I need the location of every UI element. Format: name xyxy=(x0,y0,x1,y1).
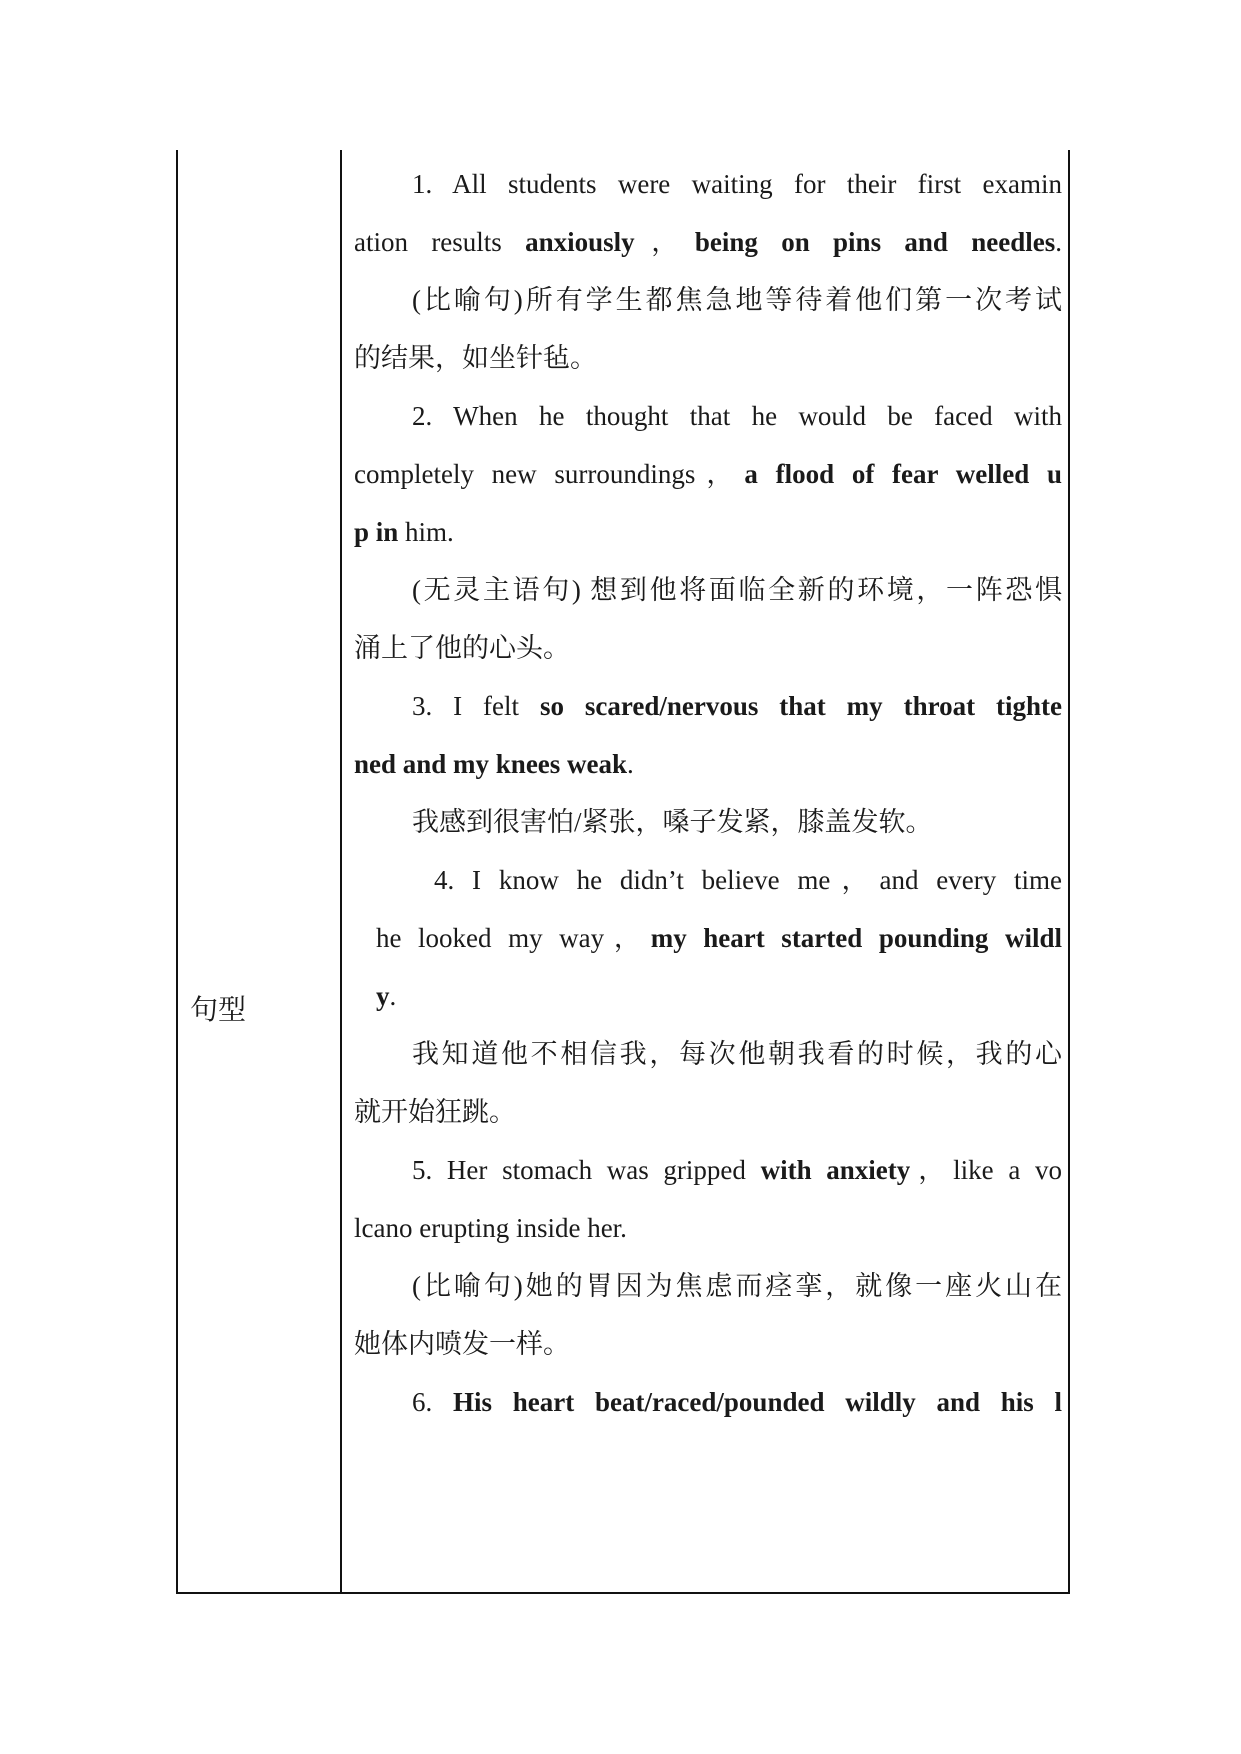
text-line xyxy=(354,338,1062,378)
text-segment: (比喻句)她的胃因为焦虑而痉挛，就像一座火山在 xyxy=(412,1271,1062,1301)
text-line xyxy=(376,918,1062,958)
text-line xyxy=(412,802,1062,842)
table-border-right xyxy=(1068,150,1070,1594)
text-segment: 6. xyxy=(412,1387,453,1417)
text-segment: 就开始狂跳。 xyxy=(354,1097,516,1127)
table-column-divider xyxy=(340,150,342,1594)
bold-phrase: my heart started pounding wildl xyxy=(650,923,1062,953)
text-line xyxy=(412,570,1062,610)
text-line xyxy=(354,628,1062,668)
text-segment: 3. I felt xyxy=(412,691,540,721)
text-line xyxy=(412,164,1062,204)
bold-phrase: His heart beat/raced/pounded wildly and his l xyxy=(453,1387,1063,1417)
text-segment: he looked my way， xyxy=(376,923,651,953)
bold-phrase: a flood of fear welled u xyxy=(744,459,1062,489)
text-line xyxy=(412,280,1062,320)
text-segment: . xyxy=(627,749,634,779)
text-line xyxy=(376,976,1062,1016)
text-segment: 4. I know he didn’t believe me，and every time xyxy=(434,865,1062,895)
text-line xyxy=(412,396,1062,436)
text-line xyxy=(412,1150,1062,1190)
text-segment: . xyxy=(389,981,397,1011)
bold-phrase: anxiously xyxy=(525,227,635,257)
table-border-left xyxy=(176,150,178,1594)
text-line xyxy=(434,860,1062,900)
text-segment: (无灵主语句) 想到他将面临全新的环境，一阵恐惧 xyxy=(412,575,1062,605)
bold-phrase: with anxiety xyxy=(760,1155,911,1185)
text-segment: 2. When he thought that he would be faced with xyxy=(412,401,1062,431)
text-segment: 的结果，如坐针毡。 xyxy=(354,343,597,373)
sentence-patterns-cell xyxy=(354,150,1062,1594)
text-line xyxy=(354,1092,1062,1132)
text-segment: him. xyxy=(398,517,454,547)
text-segment: 我感到很害怕/紧张，嗓子发紧，膝盖发软。 xyxy=(412,807,933,837)
bold-phrase: ned and my knees weak xyxy=(354,749,628,779)
text-line xyxy=(354,1208,1062,1248)
row-label: 句型 xyxy=(190,995,247,1026)
text-line xyxy=(354,1324,1062,1364)
text-segment: 我知道他不相信我，每次他朝我看的时候，我的心 xyxy=(412,1039,1062,1069)
text-segment: . xyxy=(1055,227,1062,257)
text-segment: ation results xyxy=(354,227,526,257)
bold-phrase: p in xyxy=(354,517,399,547)
text-line xyxy=(412,686,1062,726)
text-segment: 她体内喷发一样。 xyxy=(354,1329,570,1359)
text-segment: 1. All students were waiting for their first examin xyxy=(412,169,1062,199)
text-line xyxy=(412,1266,1062,1306)
text-segment: lcano erupting inside her. xyxy=(354,1213,627,1243)
text-segment: ， xyxy=(634,227,695,257)
text-line xyxy=(354,744,1062,784)
text-line xyxy=(354,454,1062,494)
text-line xyxy=(412,1034,1062,1074)
text-segment: ，like a vo xyxy=(910,1155,1062,1185)
bold-phrase: y xyxy=(376,981,390,1011)
text-segment: completely new surroundings， xyxy=(354,459,745,489)
text-line xyxy=(412,1382,1062,1422)
vocabulary-table xyxy=(176,150,1070,1594)
bold-phrase: being on pins and needles xyxy=(694,227,1056,257)
text-line xyxy=(354,512,1062,552)
text-segment: 涌上了他的心头。 xyxy=(354,633,570,663)
text-line xyxy=(354,222,1062,262)
text-segment: (比喻句)所有学生都焦急地等待着他们第一次考试 xyxy=(412,285,1062,315)
bold-phrase: so scared/nervous that my throat tighte xyxy=(539,691,1062,721)
text-segment: 5. Her stomach was gripped xyxy=(412,1155,761,1185)
